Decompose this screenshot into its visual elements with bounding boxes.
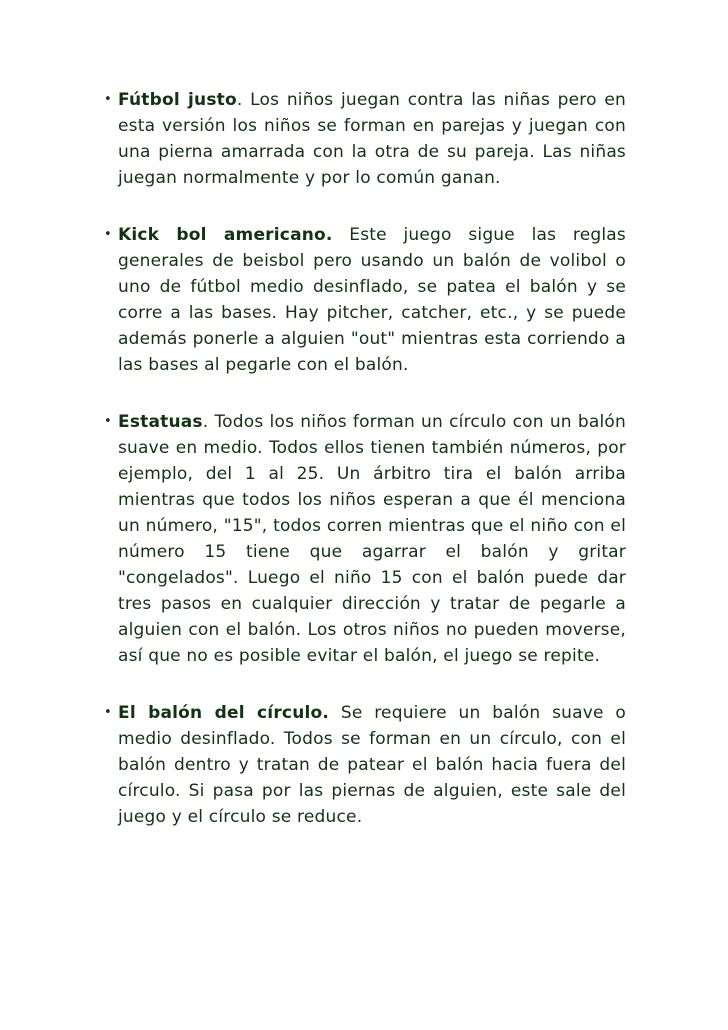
item-title: Kick bol americano. — [118, 225, 333, 245]
item-title-separator: . — [236, 90, 243, 110]
bullet-icon: • — [104, 705, 112, 720]
item-paragraph — [118, 700, 626, 830]
item-title: El balón del círculo. — [118, 703, 330, 723]
item-paragraph — [118, 222, 626, 378]
item-text: Todos los niños forman un círculo con un balón suave en medio. Todos ellos tienen también números, por ejemplo, del 1 al 25. Un árbitro tira el balón arriba mientras que todos los niños esperan a que él menciona un número, "15", todos corren mientras que el niño con el número 15 tiene que agarrar el balón y gritar "congelados". Luego el niño 15 con el balón puede dar tres pasos en cualquier dirección y tratar de pegarle a alguien con el balón. Los otros niños no pueden moverse, así que no es posible evitar el balón, el juego se repite. — [118, 412, 626, 666]
item-text: Este juego sigue las reglas generales de beisbol pero usando un balón de volibol o uno de fútbol medio desinflado, se patea el balón y se corre a las bases. Hay pitcher, catcher, etc., y se puede además ponerle a alguien "out" mientras esta corriendo a las bases al pegarle con el balón. — [118, 225, 626, 375]
item-title: Estatuas — [118, 412, 203, 432]
item-title: Fútbol justo — [118, 90, 237, 110]
list-item-futbol-justo — [104, 87, 626, 191]
list-item-estatuas — [104, 409, 626, 669]
item-title-separator: . — [202, 412, 209, 432]
item-paragraph — [118, 87, 626, 191]
item-paragraph — [118, 409, 626, 669]
bullet-icon: • — [104, 92, 112, 107]
item-text: Los niños juegan contra las niñas pero en esta versión los niños se forman en parejas y juegan con una pierna amarrada con la otra de su pareja. Las niñas juegan normalmente y por lo común ganan. — [118, 90, 627, 188]
list-item-balon-del-circulo — [104, 700, 626, 830]
bullet-icon: • — [104, 227, 112, 242]
item-text: Se requiere un balón suave o medio desinflado. Todos se forman en un círculo, con el balón dentro y tratan de patear el balón hacia fuera del círculo. Si pasa por las piernas de alguien, este sale del juego y el círculo se reduce. — [118, 703, 626, 827]
bullet-icon: • — [104, 414, 112, 429]
game-list — [104, 87, 626, 861]
list-item-kick-bol — [104, 222, 626, 378]
